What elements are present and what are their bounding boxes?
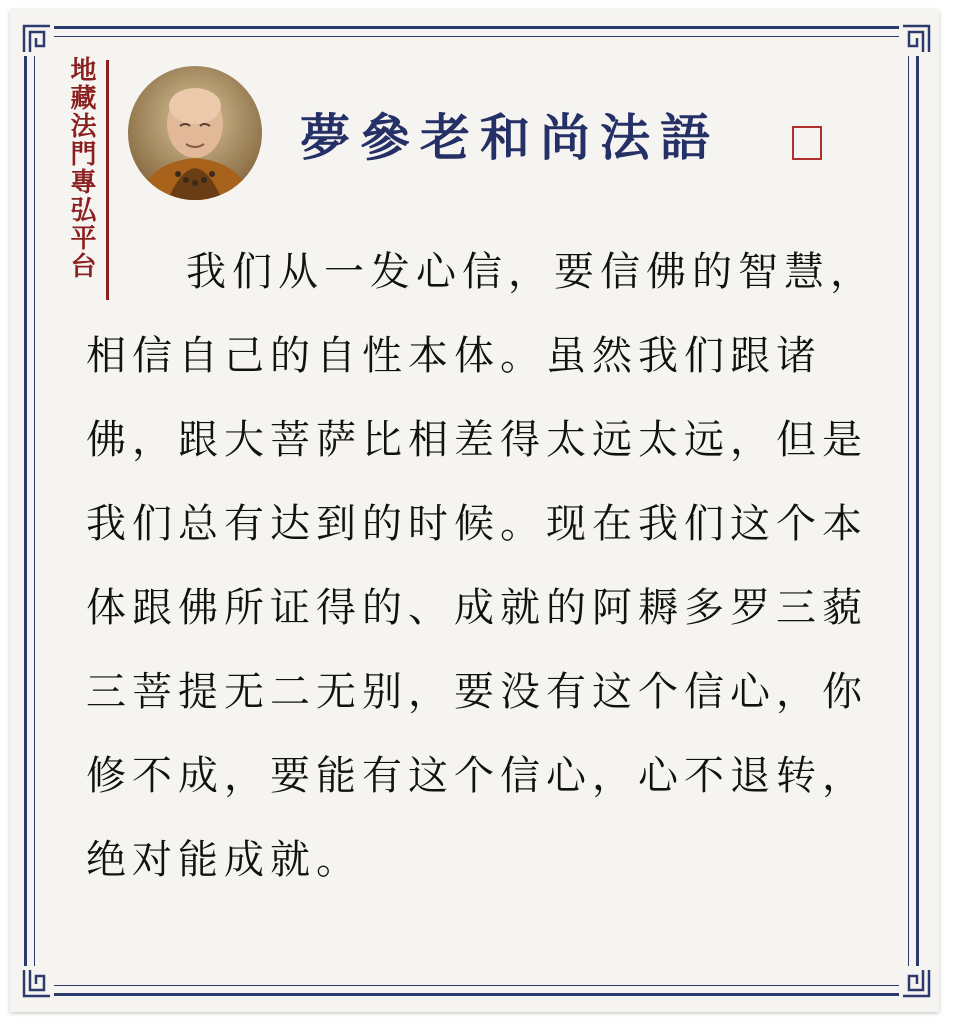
- side-title: 地藏法門專弘平台: [66, 56, 96, 280]
- body-paragraph: 我们从一发心信，要信佛的智慧，相信自己的自性本体。虽然我们跟诸佛，跟大菩萨比相差得太远太远，但是我们总有达到的时候。现在我们这个本体跟佛所证得的、成就的阿耨多罗三藐三菩提无二无别，要没有这个信心，你修不成，要能有这个信心，心不退转，绝对能成就。: [86, 249, 876, 883]
- page-title: 夢參老和尚法語: [300, 108, 720, 167]
- portrait-photo: [128, 66, 262, 200]
- corner-ornament-bottom-left: [20, 966, 54, 1000]
- body-text: [86, 230, 876, 902]
- corner-ornament-top-left: [20, 22, 54, 56]
- red-seal-stamp: [792, 126, 822, 160]
- corner-ornament-top-right: [899, 22, 933, 56]
- corner-ornament-bottom-right: [899, 966, 933, 1000]
